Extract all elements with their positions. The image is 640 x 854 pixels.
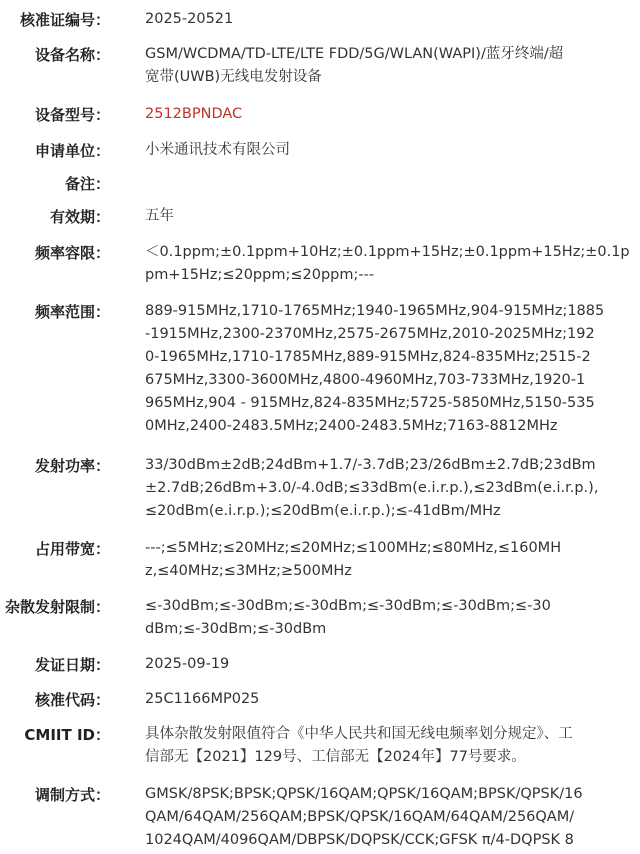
field-label: 调制方式：	[34, 786, 110, 804]
field-value: ≤-30dBm;≤-30dBm;≤-30dBm;≤-30dBm;≤-30dBm;≤-30 dBm;≤-30dBm;≤-30dBm	[145, 598, 551, 637]
field-label: 核准代码：	[34, 691, 110, 709]
field-value: GMSK/8PSK;BPSK;QPSK/16QAM;QPSK/16QAM;BPSK/QPSK/16 QAM/64QAM/256QAM;BPSK/QPSK/16QAM/64QAM/256QAM/ 1024QAM/4096QAM/DBPSK/DQPSK/CCK;GFSK π/4-DQPSK 8	[145, 786, 583, 848]
field-label: 备注：	[64, 175, 110, 193]
field-label: 核准证编号：	[19, 11, 110, 29]
field-value: 33/30dBm±2dB;24dBm+1.7/-3.7dB;23/26dBm±2.7dB;23dBm ±2.7dB;26dBm+3.0/-4.0dB;≤33dBm(e.i.r.p.),≤23dBm(e.i.r.p.), ≤20dBm(e.i.r.p.);≤20dBm(e.i.r.p.);≤-41dBm/MHz	[145, 457, 599, 519]
field-value: ＜0.1ppm;±0.1ppm+10Hz;±0.1ppm+15Hz;±0.1ppm+15Hz;±0.1p pm+15Hz;≤20ppm;≤20ppm;---	[145, 244, 630, 283]
field-label: 设备名称：	[34, 46, 110, 64]
field-label: 有效期：	[49, 208, 110, 226]
field-value: 五年	[145, 208, 174, 224]
field-value: 2025-09-19	[145, 656, 230, 672]
field-value: 小米通讯技术有限公司	[145, 142, 290, 158]
field-value: ---;≤5MHz;≤20MHz;≤20MHz;≤100MHz;≤80MHz,≤160MH z,≤40MHz;≤3MHz;≥500MHz	[145, 540, 562, 579]
field-label: 设备型号：	[34, 106, 110, 124]
field-label: 频率范围：	[34, 303, 110, 321]
field-label: 发证日期：	[34, 656, 110, 674]
field-value: 889-915MHz,1710-1765MHz;1940-1965MHz,904-915MHz;1885 -1915MHz,2300-2370MHz,2575-2675MHz,2010-2025MHz;192 0-1965MHz,1710-1785MHz,889-915MHz,824-835MHz;2515-2 675MHz,3300-3600MHz,4800-4960MHz,703-733MHz,1920-1 965MHz,904 - 915MHz,824-835MHz;5725-5850MHz,5150-535 0MHz,2400-2483.5MHz;2400-2483.5MHz;7163-8812MHz	[145, 303, 605, 434]
field-label: 杂散发射限制：	[4, 598, 110, 616]
field-label: 发射功率：	[34, 457, 110, 475]
field-value: GSM/WCDMA/TD-LTE/LTE FDD/5G/WLAN(WAPI)/蓝牙终端/超 宽带(UWB)无线电发射设备	[145, 46, 564, 85]
field-label: CMIIT ID：	[24, 726, 110, 744]
field-label: 频率容限：	[34, 244, 110, 262]
field-value: 具体杂散发射限值符合《中华人民共和国无线电频率划分规定》、工 信部无【2021】129号、工信部无【2024年】77号要求。	[145, 726, 573, 765]
field-label: 占用带宽：	[34, 540, 110, 558]
field-label: 申请单位：	[34, 142, 110, 160]
field-value: 2025-20521	[145, 11, 234, 27]
field-value: 2512BPNDAC	[145, 106, 243, 122]
field-value: 25C1166MP025	[145, 691, 260, 707]
